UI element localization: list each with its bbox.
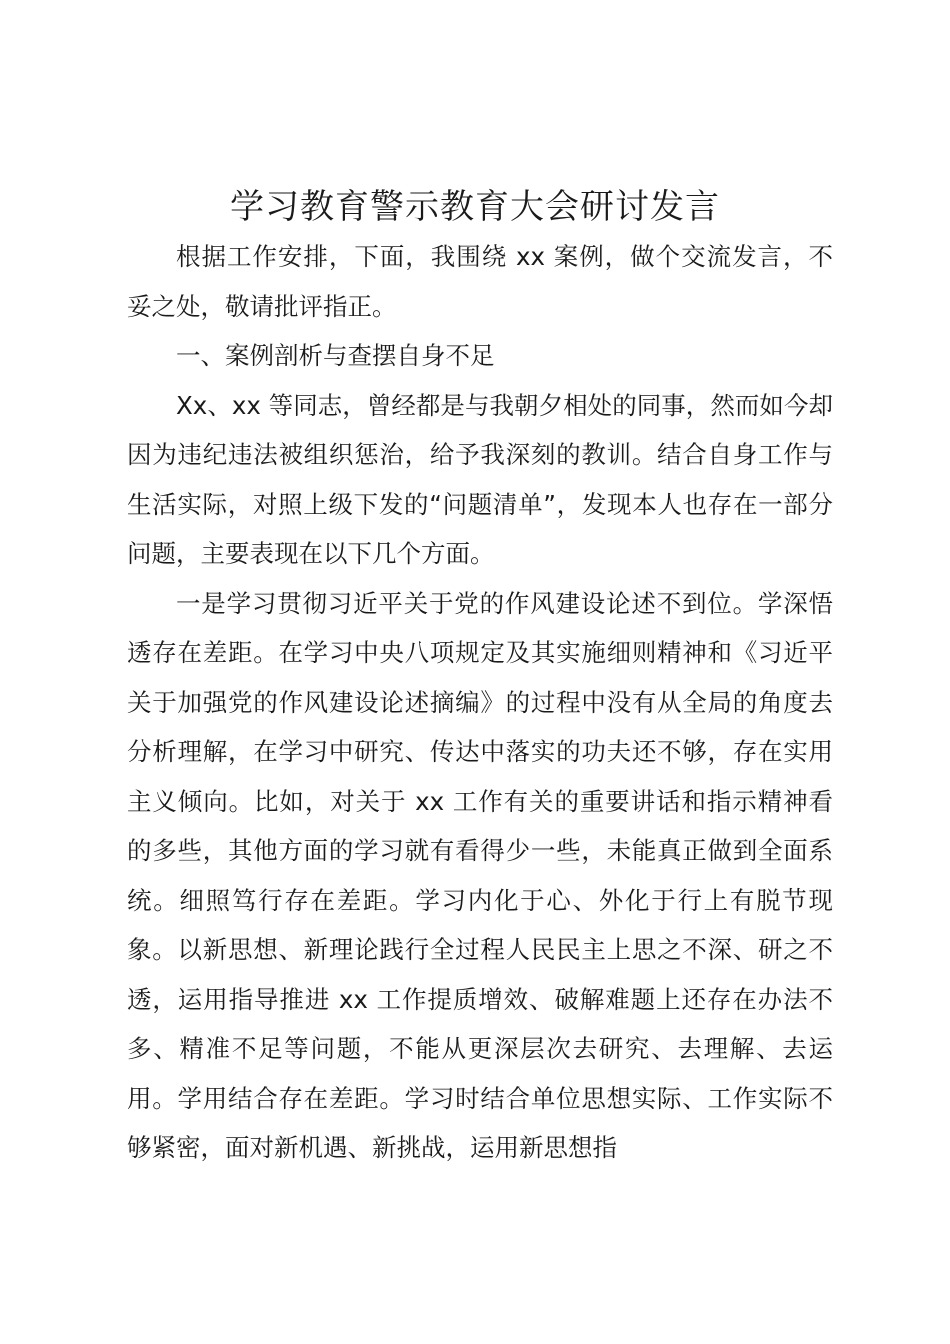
document-title: 学习教育警示教育大会研讨发言 (230, 187, 720, 227)
study-paragraph: 一是学习贯彻习近平关于党的作风建设论述不到位。学深悟透存在差距。在学习中央八项规定及其实施细则精神和《习近平关于加强党的作风建设论述摘编》的过程中没有从全局的角度去分析理解，在学习中研究、传达中落实的功夫还不够，存在实用主义倾向。比如，对关于 xx 工作有关的重要讲话和指示精神看的多些，其他方面的学习就有看得少一些，未能真正做到全面系统。细照笃行存在差距。学习内化于心、外化于行上有脱节现象。以新思想、新理论践行全过程人民民主上思之不深、研之不透，运用指导推进 xx 工作提质增效、破解难题上还存在办法不多、精准不足等问题，不能从更深层次去研究、去理解、去运用。学用结合存在差距。学习时结合单位思想实际、工作实际不够紧密，面对新机遇、新挑战，运用新思想指 (127, 588, 833, 1162)
document-body (127, 232, 833, 1173)
intro-paragraph: 根据工作安排，下面，我围绕 xx 案例，做个交流发言，不妥之处，敬请批评指正。 (127, 242, 833, 321)
section-heading: 一、案例剖析与查摆自身不足 (176, 341, 495, 370)
case-paragraph: Xx、xx 等同志，曾经都是与我朝夕相处的同事，然而如今却因为违纪违法被组织惩治，给予我深刻的教训。结合自身工作与生活实际，对照上级下发的“问题清单”，发现本人也存在一部分问题，主要表现在以下几个方面。 (127, 390, 833, 568)
